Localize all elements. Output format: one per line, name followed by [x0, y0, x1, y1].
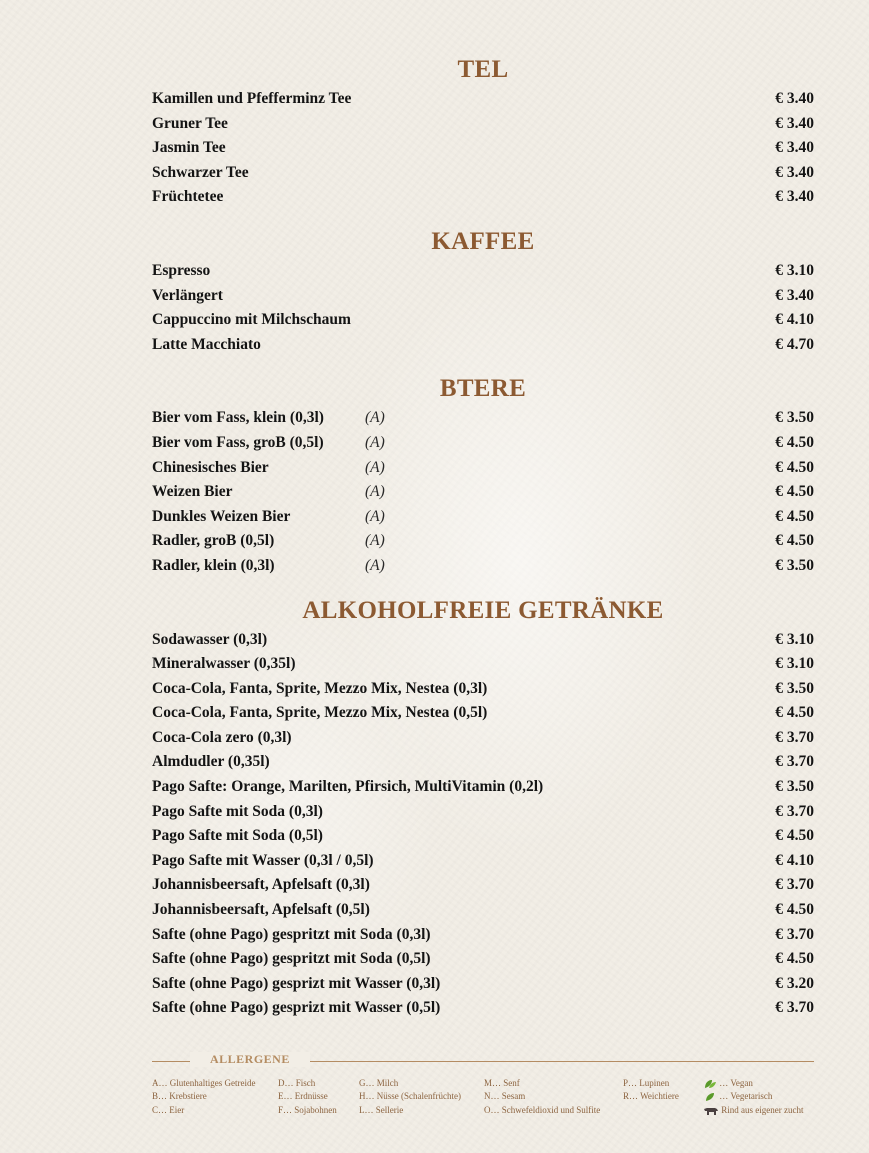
- allergen-entry: D… Fisch: [278, 1078, 316, 1088]
- allergen-entry: N… Sesam: [484, 1091, 526, 1102]
- item-price: € 4.50: [775, 704, 814, 722]
- menu-section: [152, 374, 814, 578]
- item-name: Pago Safte: Orange, Marilten, Pfirsich, MultiVitamin (0,2l): [152, 778, 544, 796]
- item-name: Pago Safte mit Wasser (0,3l / 0,5l): [152, 851, 374, 869]
- item-allergen: (A): [365, 458, 385, 476]
- menu-item: [152, 406, 814, 431]
- allergen-entry: F… Sojabohnen: [278, 1104, 337, 1115]
- diet-label: … Vegan: [719, 1078, 753, 1088]
- item-name: Chinesisches Bier: [152, 458, 269, 476]
- item-name: Safte (ohne Pago) gespritzt mit Soda (0,5l): [152, 950, 431, 968]
- item-name: Johannisbeersaft, Apfelsaft (0,5l): [152, 901, 370, 919]
- menu-item: [152, 87, 814, 112]
- item-price: € 4.50: [775, 532, 814, 550]
- menu-item: [152, 136, 814, 161]
- section-title: KAFFEE: [431, 227, 535, 255]
- item-name: Almdudler (0,35l): [152, 753, 270, 771]
- menu-item: [152, 677, 814, 702]
- menu-item: [152, 628, 814, 653]
- menu-item: [152, 505, 814, 530]
- item-price: € 3.40: [775, 188, 814, 206]
- diet-entry-vegan: [703, 1077, 803, 1090]
- allergen-entry: B… Krebstiere: [152, 1091, 207, 1102]
- menu-item: [152, 185, 814, 210]
- menu-item-list: [152, 87, 814, 210]
- menu-item: [152, 431, 814, 456]
- item-allergen: (A): [365, 409, 385, 427]
- item-price: € 3.10: [775, 655, 814, 673]
- allergen-entry: M… Senf: [484, 1078, 520, 1088]
- item-allergen: (A): [365, 507, 385, 525]
- diet-label: … Vegetarisch: [719, 1091, 773, 1102]
- item-price: € 3.50: [775, 679, 814, 697]
- allergen-entry: H… Nüsse (Schalenfrüchte): [359, 1091, 461, 1102]
- item-price: € 4.50: [775, 901, 814, 919]
- allergen-entry: G… Milch: [359, 1078, 399, 1088]
- allergen-entry: L… Sellerie: [359, 1104, 404, 1115]
- item-price: € 4.50: [775, 458, 814, 476]
- menu-item: [152, 947, 814, 972]
- item-price: € 3.70: [775, 728, 814, 746]
- cow-icon: [703, 1106, 719, 1116]
- diet-icons-column: [703, 1077, 803, 1117]
- menu-item: [152, 873, 814, 898]
- item-price: € 3.20: [775, 974, 814, 992]
- item-name: Coca-Cola zero (0,3l): [152, 728, 292, 746]
- item-price: € 4.50: [775, 433, 814, 451]
- menu-item: [152, 800, 814, 825]
- menu-item: [152, 456, 814, 481]
- section-title: BTERE: [439, 375, 527, 403]
- menu-item: [152, 480, 814, 505]
- menu-item-list: [152, 406, 814, 578]
- vegan-leaves-icon: [703, 1079, 717, 1089]
- item-name: Weizen Bier: [152, 483, 233, 501]
- item-name: Jasmin Tee: [152, 139, 226, 157]
- item-name: Früchtetee: [152, 188, 224, 206]
- item-name: Pago Safte mit Soda (0,3l): [152, 802, 323, 820]
- menu-item: [152, 775, 814, 800]
- item-name: Coca-Cola, Fanta, Sprite, Mezzo Mix, Nestea (0,5l): [152, 704, 488, 722]
- item-name: Safte (ohne Pago) gesprizt mit Wasser (0,5l): [152, 999, 441, 1017]
- menu-item: [152, 529, 814, 554]
- item-price: € 3.40: [775, 90, 814, 107]
- item-name: Gruner Tee: [152, 114, 228, 132]
- item-price: € 3.10: [775, 630, 814, 648]
- item-price: € 3.50: [775, 778, 814, 796]
- menu-section: [152, 227, 814, 357]
- allergen-entry: A… Glutenhaltiges Getreide: [152, 1078, 256, 1088]
- item-name: Safte (ohne Pago) gesprizt mit Wasser (0,3l): [152, 974, 441, 992]
- item-price: € 4.50: [775, 483, 814, 501]
- section-title: ALKOHOLFREIE GETRÄNKE: [302, 596, 664, 624]
- menu-item: [152, 554, 814, 579]
- allergen-column-1: [152, 1077, 255, 1117]
- item-price: € 3.10: [775, 261, 814, 279]
- item-price: € 3.50: [775, 556, 814, 574]
- allergen-legend: [152, 1050, 814, 1130]
- item-name: Kamillen und Pfefferminz Tee: [152, 90, 352, 107]
- item-name: Radler, groB (0,5l): [152, 532, 275, 550]
- allergen-entry: P… Lupinen: [623, 1078, 670, 1088]
- menu-item: [152, 652, 814, 677]
- allergen-entry: O… Schwefeldioxid und Sulfite: [484, 1104, 601, 1115]
- menu-item: [152, 259, 814, 284]
- item-price: € 3.40: [775, 163, 814, 181]
- diet-label: Rind aus eigener zucht: [721, 1104, 804, 1115]
- menu-section: [152, 55, 814, 210]
- menu-item: [152, 849, 814, 874]
- item-name: Coca-Cola, Fanta, Sprite, Mezzo Mix, Nestea (0,3l): [152, 679, 488, 697]
- menu-item: [152, 161, 814, 186]
- menu-item-list: [152, 259, 814, 357]
- item-allergen: (A): [365, 433, 385, 451]
- item-price: € 3.70: [775, 802, 814, 820]
- item-price: € 3.70: [775, 999, 814, 1017]
- item-price: € 4.50: [775, 950, 814, 968]
- legend-title: ALLERGENE: [190, 1052, 310, 1067]
- item-name: Dunkles Weizen Bier: [152, 507, 291, 525]
- item-name: Espresso: [152, 261, 211, 279]
- item-name: Johannisbeersaft, Apfelsaft (0,3l): [152, 876, 370, 894]
- menu-item: [152, 750, 814, 775]
- section-title: TEL: [457, 56, 509, 83]
- item-price: € 3.40: [775, 114, 814, 132]
- item-name: Radler, klein (0,3l): [152, 556, 275, 574]
- allergen-entry: C… Eier: [152, 1104, 185, 1115]
- item-price: € 4.10: [775, 851, 814, 869]
- menu-section: [152, 596, 814, 1022]
- item-name: Latte Macchiato: [152, 335, 261, 353]
- menu-item: [152, 996, 814, 1021]
- menu-item: [152, 824, 814, 849]
- diet-entry-vegetarian: [703, 1090, 803, 1103]
- item-name: Verlängert: [152, 286, 223, 304]
- item-price: € 4.50: [775, 827, 814, 845]
- menu-item: [152, 701, 814, 726]
- item-name: Pago Safte mit Soda (0,5l): [152, 827, 323, 845]
- menu-item: [152, 726, 814, 751]
- item-name: Safte (ohne Pago) gespritzt mit Soda (0,3l): [152, 925, 431, 943]
- allergen-column-2: [278, 1077, 337, 1117]
- item-price: € 3.40: [775, 286, 814, 304]
- menu-item: [152, 284, 814, 309]
- item-price: € 4.70: [775, 335, 814, 353]
- menu-item-list: [152, 628, 814, 1022]
- drinks-menu: [152, 55, 814, 1021]
- menu-item: [152, 112, 814, 137]
- menu-item: [152, 308, 814, 333]
- allergen-entry: E… Erdnüsse: [278, 1091, 328, 1102]
- item-price: € 3.70: [775, 876, 814, 894]
- menu-item: [152, 923, 814, 948]
- item-price: € 4.10: [775, 311, 814, 329]
- vegetarian-leaf-icon: [703, 1092, 717, 1102]
- item-price: € 4.50: [775, 507, 814, 525]
- item-name: Schwarzer Tee: [152, 163, 249, 181]
- diet-entry-beef: [703, 1104, 803, 1117]
- item-name: Cappuccino mit Milchschaum: [152, 311, 351, 329]
- allergen-entry: R… Weichtiere: [623, 1091, 679, 1102]
- menu-item: [152, 972, 814, 997]
- item-name: Sodawasser (0,3l): [152, 630, 268, 648]
- allergen-column-5: [623, 1077, 679, 1104]
- item-allergen: (A): [365, 532, 385, 550]
- item-price: € 3.70: [775, 925, 814, 943]
- menu-item: [152, 333, 814, 358]
- allergen-column-4: [484, 1077, 600, 1117]
- item-name: Bier vom Fass, klein (0,3l): [152, 409, 324, 427]
- item-price: € 3.70: [775, 753, 814, 771]
- item-allergen: (A): [365, 556, 385, 574]
- item-name: Mineralwasser (0,35l): [152, 655, 296, 673]
- menu-item: [152, 898, 814, 923]
- item-allergen: (A): [365, 483, 385, 501]
- item-price: € 3.50: [775, 409, 814, 427]
- allergen-column-3: [359, 1077, 461, 1117]
- item-price: € 3.40: [775, 139, 814, 157]
- item-name: Bier vom Fass, groB (0,5l): [152, 433, 324, 451]
